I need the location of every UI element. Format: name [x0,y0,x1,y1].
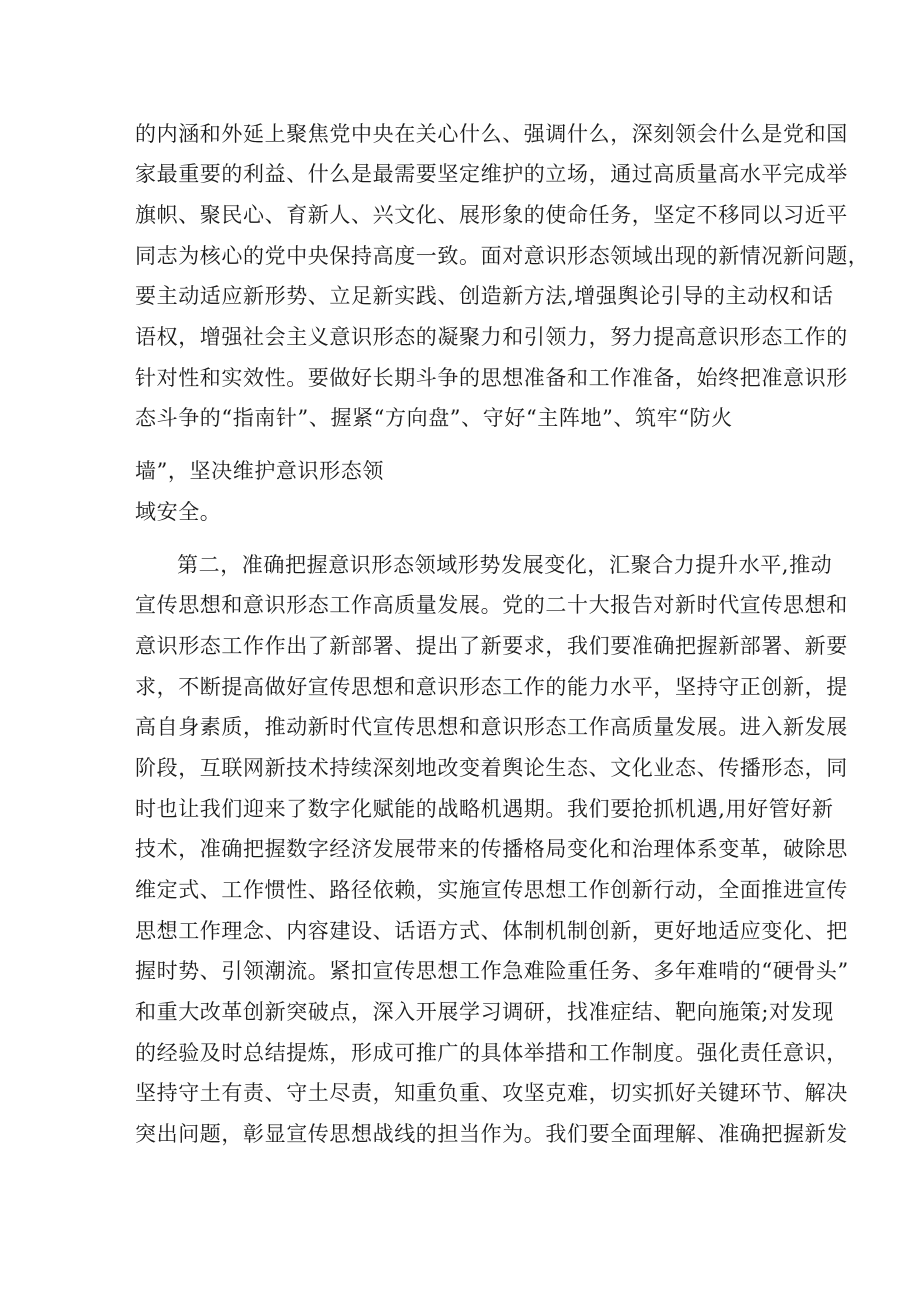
text-line: 的内涵和外延上聚焦党中央在关心什么、强调什么，深刻领会什么是党和国 [135,122,848,146]
text-line: 墙”，坚决维护意识形态领 [135,459,384,483]
text-line: 域安全。 [135,500,222,524]
text-line: 握时势、引领潮流。紧扣宣传思想工作急难险重任务、多年难啃的“硬骨头” [135,959,849,983]
text-line: 维定式、工作惯性、路径依赖，实施宣传思想工作创新行动，全面推进宣传 [135,878,848,902]
text-line: 的经验及时总结提炼，形成可推广的具体举措和工作制度。强化责任意识， [135,1041,848,1065]
text-line: 要主动适应新形势、立足新实践、创造新方法,增强舆论引导的主动权和话 [135,284,834,308]
text-line: 语权，增强社会主义意识形态的凝聚力和引领力，努力提高意识形态工作的 [135,325,848,349]
text-line: 坚持守土有责、守土尽责，知重负重、攻坚克难，切实抓好关键环节、解决 [135,1081,848,1105]
text-line: 同志为核心的党中央保持高度一致。面对意识形态领域出现的新情况新问题， [135,244,870,268]
text-line: 阶段，互联网新技术持续深刻地改变着舆论生态、文化业态、传播形态，同 [135,756,848,780]
text-line: 意识形态工作作出了新部署、提出了新要求，我们要准确把握新部署、新要 [135,634,848,658]
text-line: 思想工作理念、内容建设、话语方式、体制机制创新，更好地适应变化、把 [135,919,848,943]
text-line: 宣传思想和意识形态工作高质量发展。党的二十大报告对新时代宣传思想和 [135,593,848,617]
text-line: 旗帜、聚民心、育新人、兴文化、展形象的使命任务，坚定不移同以习近平 [135,203,848,227]
text-line: 突出问题，彰显宣传思想战线的担当作为。我们要全面理解、准确把握新发 [135,1122,848,1146]
text-line: 技术，准确把握数字经济发展带来的传播格局变化和治理体系变革，破除思 [135,837,848,861]
text-line: 第二，准确把握意识形态领域形势发展变化，汇聚合力提升水平,推动 [177,553,833,577]
text-line: 家最重要的利益、什么是最需要坚定维护的立场，通过高质量高水平完成举 [135,162,848,186]
text-line: 高自身素质，推动新时代宣传思想和意识形态工作高质量发展。进入新发展 [135,715,848,739]
text-line: 求，不断提高做好宣传思想和意识形态工作的能力水平，坚持守正创新，提 [135,675,848,699]
text-line: 针对性和实效性。要做好长期斗争的思想准备和工作准备，始终把准意识形 [135,366,848,390]
text-line: 和重大改革创新突破点，深入开展学习调研，找准症结、靶向施策;对发现 [135,1000,834,1024]
text-line: 态斗争的“指南针”、握紧“方向盘”、守好“主阵地”、筑牢“防火 [135,406,733,430]
text-line: 时也让我们迎来了数字化赋能的战略机遇期。我们要抢抓机遇,用好管好新 [135,797,834,821]
